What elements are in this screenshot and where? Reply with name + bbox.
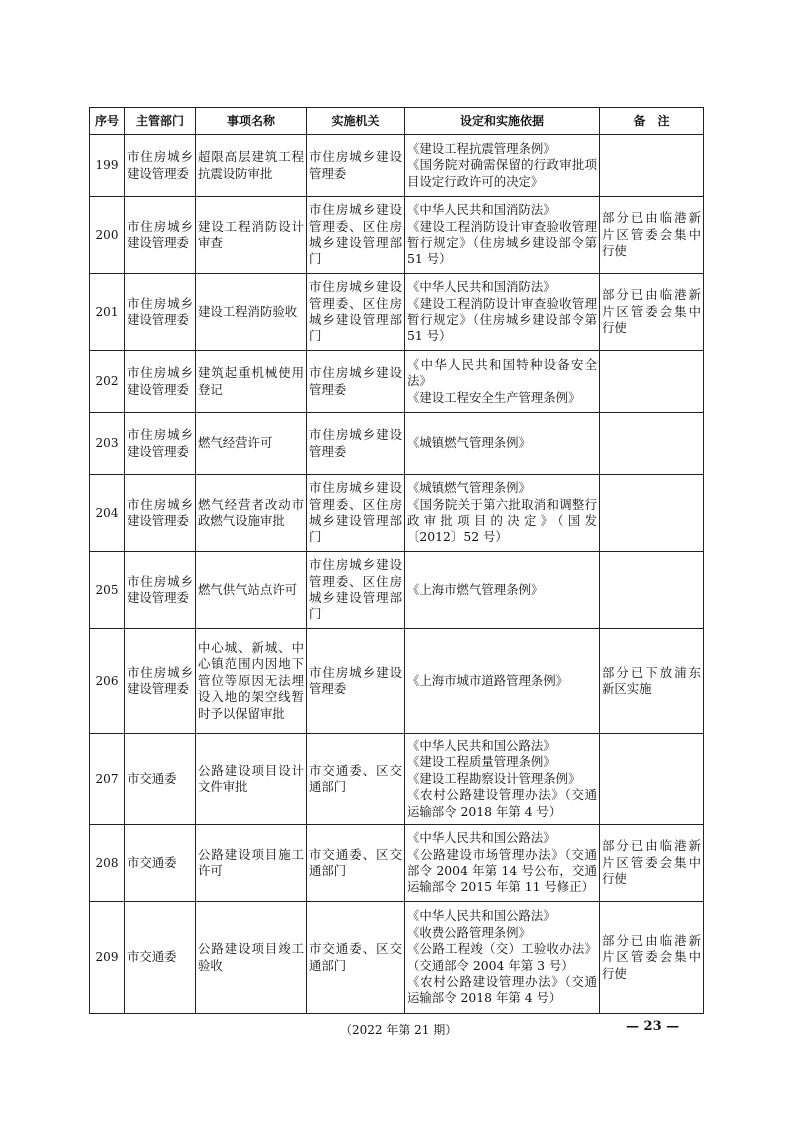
cell-agency: 市住房城乡建设管理委 bbox=[307, 413, 405, 475]
basis-line: 《中华人民共和国消防法》 bbox=[407, 279, 556, 295]
cell-dept: 市交通委 bbox=[125, 825, 196, 902]
cell-agency: 市住房城乡建设管理委、区住房城乡建设管理部门 bbox=[307, 197, 405, 274]
cell-seq: 201 bbox=[90, 274, 125, 351]
cell-agency: 市交通委、区交通部门 bbox=[307, 902, 405, 1014]
cell-basis bbox=[405, 475, 600, 552]
cell-note: 部分已由临港新片区管委会集中行使 bbox=[600, 197, 704, 274]
basis-line: 《建设工程质量管理条例》 bbox=[407, 754, 556, 770]
cell-seq: 209 bbox=[90, 902, 125, 1014]
cell-seq: 200 bbox=[90, 197, 125, 274]
table-row bbox=[90, 351, 704, 413]
basis-line: 《建设工程勘察设计管理条例》 bbox=[407, 770, 581, 786]
cell-item: 燃气经营许可 bbox=[196, 413, 307, 475]
cell-item: 超限高层建筑工程抗震设防审批 bbox=[196, 135, 307, 197]
cell-item: 燃气经营者改动市政燃气设施审批 bbox=[196, 475, 307, 552]
cell-seq: 205 bbox=[90, 552, 125, 629]
cell-dept: 市住房城乡建设管理委 bbox=[125, 135, 196, 197]
basis-line: 《国务院关于第六批取消和调整行政审批项目的决定》（国发〔2012〕52 号） bbox=[407, 496, 597, 545]
cell-agency: 市住房城乡建设管理委 bbox=[307, 629, 405, 734]
cell-dept: 市住房城乡建设管理委 bbox=[125, 351, 196, 413]
cell-seq: 208 bbox=[90, 825, 125, 902]
table-body bbox=[90, 135, 704, 1014]
basis-line: 《国务院对确需保留的行政审批项目设定行政许可的决定》 bbox=[407, 157, 597, 189]
cell-dept: 市住房城乡建设管理委 bbox=[125, 629, 196, 734]
cell-agency: 市住房城乡建设管理委、区住房城乡建设管理部门 bbox=[307, 274, 405, 351]
cell-basis bbox=[405, 351, 600, 413]
cell-item: 建设工程消防设计审查 bbox=[196, 197, 307, 274]
table-row bbox=[90, 629, 704, 734]
basis-line: 《农村公路建设管理办法》（交通运输部令 2018 年第 4 号） bbox=[407, 973, 597, 1006]
cell-seq: 203 bbox=[90, 413, 125, 475]
table-row bbox=[90, 135, 704, 197]
table-row bbox=[90, 552, 704, 629]
basis-line: 《中华人民共和国公路法》 bbox=[407, 908, 556, 924]
cell-note bbox=[600, 734, 704, 825]
cell-note bbox=[600, 475, 704, 552]
cell-basis bbox=[405, 825, 600, 902]
basis-line: 《建设工程消防设计审查验收管理暂行规定》（住房城乡建设部令第 51 号） bbox=[407, 295, 597, 344]
cell-note: 部分已下放浦东新区实施 bbox=[600, 629, 704, 734]
table-row bbox=[90, 413, 704, 475]
table-row bbox=[90, 902, 704, 1014]
cell-dept: 市住房城乡建设管理委 bbox=[125, 197, 196, 274]
cell-dept: 市住房城乡建设管理委 bbox=[125, 475, 196, 552]
header-dept: 主管部门 bbox=[125, 108, 196, 135]
basis-line: 《公路建设市场管理办法》（交通部令 2004 年第 14 号公布，交通运输部令 2015 年第 11 号修正） bbox=[407, 846, 597, 895]
cell-seq: 199 bbox=[90, 135, 125, 197]
header-note: 备 注 bbox=[600, 108, 704, 135]
header-agency: 实施机关 bbox=[307, 108, 405, 135]
header-seq: 序号 bbox=[90, 108, 125, 135]
basis-line: 《建设工程抗震管理条例》 bbox=[407, 140, 556, 156]
cell-note bbox=[600, 351, 704, 413]
basis-line: 《收费公路管理条例》 bbox=[407, 924, 531, 940]
items-table bbox=[89, 107, 704, 1014]
cell-basis bbox=[405, 274, 600, 351]
basis-line: 《城镇燃气管理条例》 bbox=[407, 435, 531, 451]
header-basis: 设定和实施依据 bbox=[405, 108, 600, 135]
cell-dept: 市住房城乡建设管理委 bbox=[125, 274, 196, 351]
cell-seq: 207 bbox=[90, 734, 125, 825]
cell-item: 公路建设项目设计文件审批 bbox=[196, 734, 307, 825]
cell-item: 建设工程消防验收 bbox=[196, 274, 307, 351]
basis-line: 《建设工程消防设计审查验收管理暂行规定》（住房城乡建设部令第 51 号） bbox=[407, 218, 597, 267]
cell-agency: 市交通委、区交通部门 bbox=[307, 825, 405, 902]
cell-agency: 市交通委、区交通部门 bbox=[307, 734, 405, 825]
page-number: — 23 — bbox=[626, 1019, 680, 1034]
table-header-row bbox=[90, 108, 704, 135]
cell-item: 燃气供气站点许可 bbox=[196, 552, 307, 629]
cell-note: 部分已由临港新片区管委会集中行使 bbox=[600, 902, 704, 1014]
table-row bbox=[90, 274, 704, 351]
cell-dept: 市交通委 bbox=[125, 734, 196, 825]
basis-line: 《建设工程安全生产管理条例》 bbox=[407, 389, 581, 405]
cell-basis bbox=[405, 629, 600, 734]
cell-note: 部分已由临港新片区管委会集中行使 bbox=[600, 825, 704, 902]
cell-item: 中心城、新城、中心镇范围内因地下管位等原因无法埋设入地的架空线暂时予以保留审批 bbox=[196, 629, 307, 734]
basis-line: 《中华人民共和国消防法》 bbox=[407, 202, 556, 218]
cell-agency: 市住房城乡建设管理委 bbox=[307, 135, 405, 197]
cell-basis bbox=[405, 552, 600, 629]
cell-seq: 202 bbox=[90, 351, 125, 413]
cell-item: 公路建设项目竣工验收 bbox=[196, 902, 307, 1014]
cell-item: 公路建设项目施工许可 bbox=[196, 825, 307, 902]
basis-line: 《公路工程竣（交）工验收办法》（交通部令 2004 年第 3 号） bbox=[407, 941, 597, 973]
cell-item: 建筑起重机械使用登记 bbox=[196, 351, 307, 413]
cell-seq: 204 bbox=[90, 475, 125, 552]
basis-line: 《农村公路建设管理办法》（交通运输部令 2018 年第 4 号） bbox=[407, 787, 597, 819]
basis-line: 《城镇燃气管理条例》 bbox=[407, 480, 531, 496]
cell-basis bbox=[405, 902, 600, 1014]
basis-line: 《中华人民共和国公路法》 bbox=[407, 830, 556, 846]
basis-line: 《上海市城市道路管理条例》 bbox=[407, 672, 569, 688]
cell-note: 部分已由临港新片区管委会集中行使 bbox=[600, 274, 704, 351]
header-item: 事项名称 bbox=[196, 108, 307, 135]
issue-number: （2022 年第 21 期） bbox=[340, 1023, 458, 1037]
basis-line: 《上海市燃气管理条例》 bbox=[407, 581, 544, 597]
cell-basis bbox=[405, 734, 600, 825]
cell-seq: 206 bbox=[90, 629, 125, 734]
table-row bbox=[90, 734, 704, 825]
basis-line: 《中华人民共和国特种设备安全法》 bbox=[407, 356, 597, 389]
basis-line: 《中华人民共和国公路法》 bbox=[407, 737, 556, 753]
cell-agency: 市住房城乡建设管理委、区住房城乡建设管理部门 bbox=[307, 475, 405, 552]
cell-note bbox=[600, 135, 704, 197]
cell-basis bbox=[405, 197, 600, 274]
cell-note bbox=[600, 552, 704, 629]
cell-agency: 市住房城乡建设管理委 bbox=[307, 351, 405, 413]
table-row bbox=[90, 825, 704, 902]
cell-basis bbox=[405, 413, 600, 475]
cell-basis bbox=[405, 135, 600, 197]
cell-dept: 市交通委 bbox=[125, 902, 196, 1014]
table-row bbox=[90, 197, 704, 274]
cell-dept: 市住房城乡建设管理委 bbox=[125, 552, 196, 629]
cell-note bbox=[600, 413, 704, 475]
cell-agency: 市住房城乡建设管理委、区住房城乡建设管理部门 bbox=[307, 552, 405, 629]
cell-dept: 市住房城乡建设管理委 bbox=[125, 413, 196, 475]
table-row bbox=[90, 475, 704, 552]
